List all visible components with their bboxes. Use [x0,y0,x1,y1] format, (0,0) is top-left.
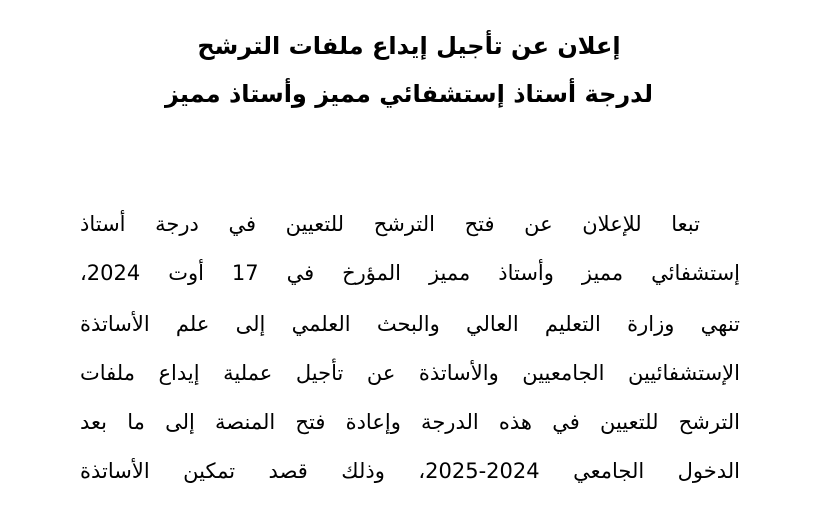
body-paragraph-line-6: الدخول الجامعي 2024-2025، وذلك قصد تمكين الأساتذة [80,459,740,483]
body-paragraph-line-3: تنهي وزارة التعليم العالي والبحث العلمي إلى علم الأساتذة [80,312,740,336]
body-paragraph-line-5: الترشح للتعيين في هذه الدرجة وإعادة فتح المنصة إلى ما بعد [80,410,740,434]
body-paragraph-line-2: إستشفائي مميز وأستاذ مميز المؤرخ في 17 أوت 2024، [80,261,740,285]
announcement-title-line-1: إعلان عن تأجيل إيداع ملفات الترشح [197,32,621,60]
announcement-title-line-2: لدرجة أستاذ إستشفائي مميز وأستاذ مميز [164,80,654,108]
body-paragraph-line-4: الإستشفائيين الجامعيين والأساتذة عن تأجيل عملية إيداع ملفات [80,361,740,385]
body-paragraph-line-1: تبعا للإعلان عن فتح الترشح للتعيين في درجة أستاذ [80,212,700,236]
